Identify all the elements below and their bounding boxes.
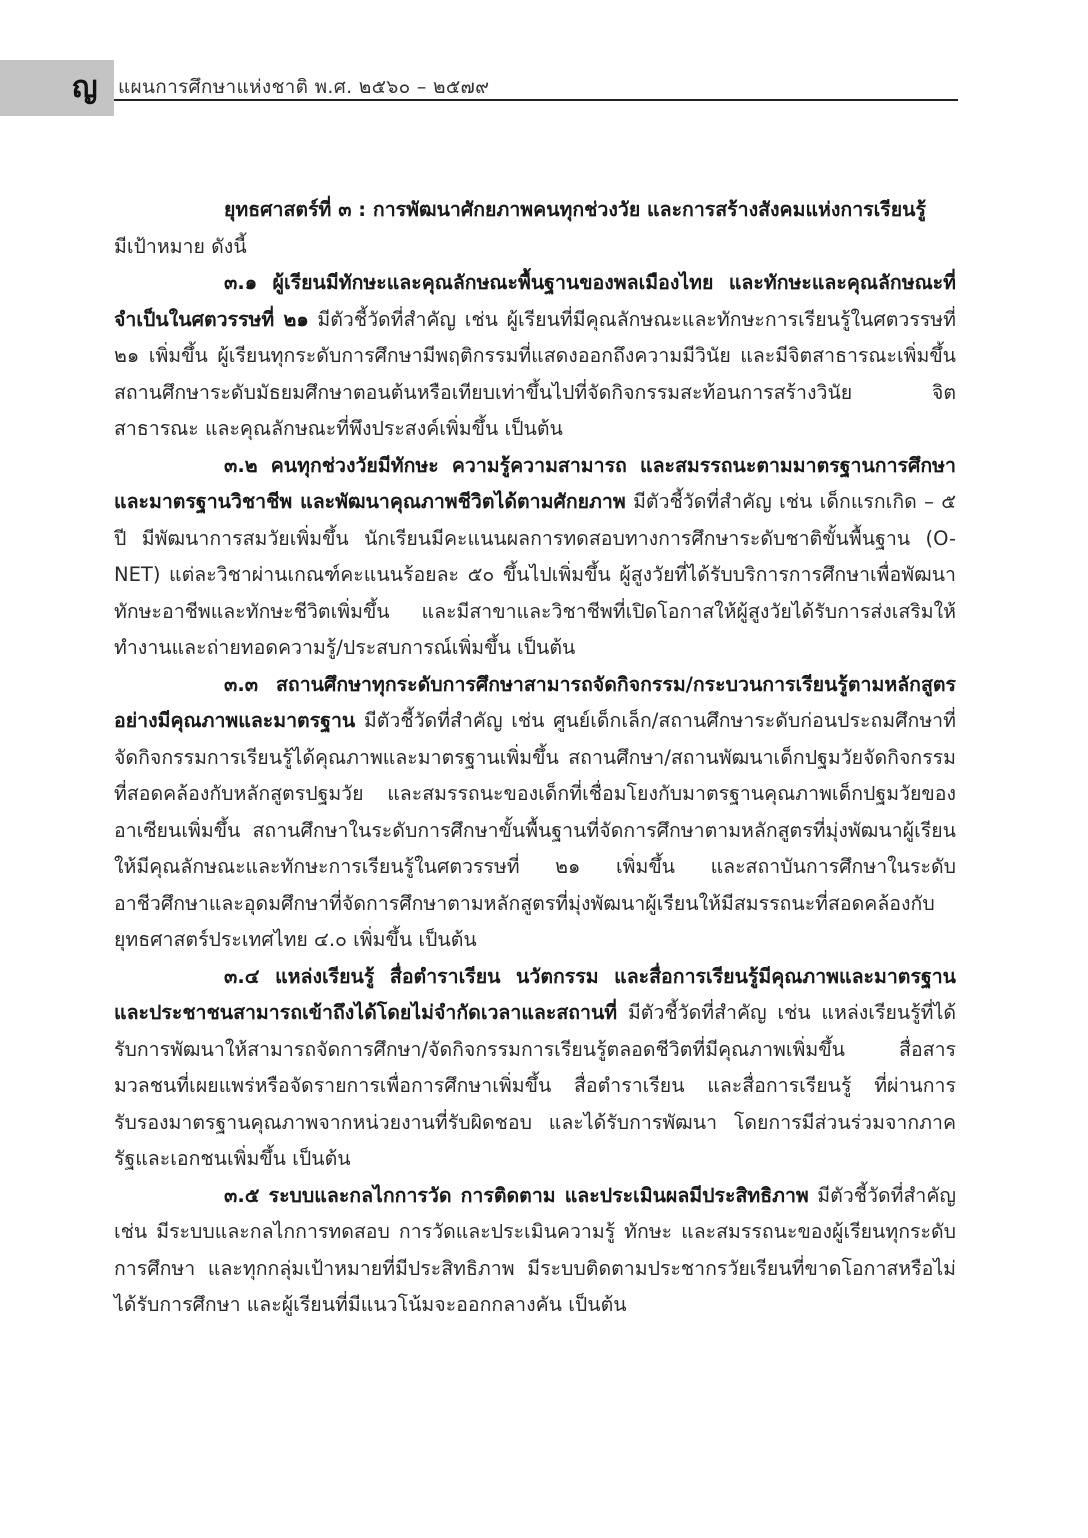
goal-3-3 <box>114 667 956 959</box>
goal-title: ๓.๓ สถานศึกษาทุกระดับการศึกษาสามารถจัดกิจกรรม/กระบวนการเรียนรู้ตามหลักสูตรอย่างมีคุณภาพและมาตรฐาน <box>114 672 956 732</box>
header-divider <box>114 99 958 101</box>
strategy-intro: มีเป้าหมาย ดังนี้ <box>114 234 247 258</box>
goal-3-5 <box>114 1178 956 1324</box>
strategy-title: ยุทธศาสตร์ที่ ๓ : การพัฒนาศักยภาพคนทุกช่วงวัย และการสร้างสังคมแห่งการเรียนรู้ <box>224 198 926 221</box>
goal-body: มีตัวชี้วัดที่สำคัญ เช่น เด็กแรกเกิด – ๕ ปี มีพัฒนาการสมวัยเพิ่มขึ้น นักเรียนมีคะแนนผลการทดสอบทางการศึกษาระดับชาติขั้นพื้นฐาน (O-NET) แต่ละวิชาผ่านเกณฑ์คะแนนร้อยละ ๕๐ ขึ้นไปเพิ่มขึ้น ผู้สูงวัยที่ได้รับบริการการศึกษาเพื่อพัฒนาทักษะอาชีพและทักษะชีวิตเพิ่มขึ้น และมีสาขาและวิชาชีพที่เปิดโอกาสให้ผู้สูงวัยได้รับการส่งเสริมให้ทำงานและถ่ายทอดความรู้/ประสบการณ์เพิ่มขึ้น เป็นต้น <box>114 490 957 659</box>
goal-3-4 <box>114 959 956 1178</box>
running-header: แผนการศึกษาแห่งชาติ พ.ศ. ๒๕๖๐ – ๒๕๗๙ <box>118 76 490 98</box>
page-content <box>114 192 956 1324</box>
goal-body: มีตัวชี้วัดที่สำคัญ เช่น แหล่งเรียนรู้ที่ได้รับการพัฒนาให้สามารถจัดการศึกษา/จัดกิจกรรมการเรียนรู้ตลอดชีวิตที่มีคุณภาพเพิ่มขึ้น สื่อสารมวลชนที่เผยแพร่หรือจัดรายการเพื่อการศึกษาเพิ่มขึ้น สื่อตำราเรียน และสื่อการเรียนรู้ ที่ผ่านการรับรองมาตรฐานคุณภาพจากหน่วยงานที่รับผิดชอบ และได้รับการพัฒนา โดยการมีส่วนร่วมจากภาครัฐและเอกชนเพิ่มขึ้น เป็นต้น <box>114 1001 956 1170</box>
strategy-heading <box>114 192 956 229</box>
goal-3-2 <box>114 448 956 667</box>
goal-title: ๓.๔ แหล่งเรียนรู้ สื่อตำราเรียน นวัตกรรม และสื่อการเรียนรู้มีคุณภาพและมาตรฐาน และประชาชนสามารถเข้าถึงได้โดยไม่จำกัดเวลาและสถานที่ <box>114 964 956 1024</box>
goal-3-1 <box>114 265 956 448</box>
goal-title: ๓.๕ ระบบและกลไกการวัด การติดตาม และประเมินผลมีประสิทธิภาพ <box>224 1183 809 1207</box>
goal-title: ๓.๒ คนทุกช่วงวัยมีทักษะ ความรู้ความสามารถ และสมรรถนะตามมาตรฐานการศึกษาและมาตรฐานวิชาชีพ และพัฒนาคุณภาพชีวิตได้ตามศักยภาพ <box>114 453 956 513</box>
goal-body: มีตัวชี้วัดที่สำคัญ เช่น ศูนย์เด็กเล็ก/สถานศึกษาระดับก่อนประถมศึกษาที่จัดกิจกรรมการเรียนรู้ได้คุณภาพและมาตรฐานเพิ่มขึ้น สถานศึกษา/สถานพัฒนาเด็กปฐมวัยจัดกิจกรรมที่สอดคล้องกับหลักสูตรปฐมวัย และสมรรถนะของเด็กที่เชื่อมโยงกับมาตรฐานคุณภาพเด็กปฐมวัยของอาเซียนเพิ่มขึ้น สถานศึกษาในระดับการศึกษาขั้นพื้นฐานที่จัดการศึกษาตามหลักสูตรที่มุ่งพัฒนาผู้เรียนให้มีคุณลักษณะและทักษะการเรียนรู้ในศตวรรษที่ ๒๑ เพิ่มขึ้น และสถาบันการศึกษาในระดับอาชีวศึกษาและอุดมศึกษาที่จัดการศึกษาตามหลักสูตรที่มุ่งพัฒนาผู้เรียนให้มีสมรรถนะที่สอดคล้องกับยุทธศาสตร์ประเทศไทย ๔.๐ เพิ่มขึ้น เป็นต้น <box>114 709 956 951</box>
goal-body: มีตัวชี้วัดที่สำคัญ เช่น มีระบบและกลไกการทดสอบ การวัดและประเมินความรู้ ทักษะ และสมรรถนะของผู้เรียนทุกระดับการศึกษา และทุกกลุ่มเป้าหมายที่มีประสิทธิภาพ มีระบบติดตามประชากรวัยเรียนที่ขาดโอกาสหรือไม่ได้รับการศึกษา และผู้เรียนที่มีแนวโน้มจะออกกลางคัน เป็นต้น <box>114 1183 956 1316</box>
goal-body: มีตัวชี้วัดที่สำคัญ เช่น ผู้เรียนที่มีคุณลักษณะและทักษะการเรียนรู้ในศตวรรษที่ ๒๑ เพิ่มขึ้น ผู้เรียนทุกระดับการศึกษามีพฤติกรรมที่แสดงออกถึงความมีวินัย และมีจิตสาธารณะเพิ่มขึ้น สถานศึกษาระดับมัธยมศึกษาตอนต้นหรือเทียบเท่าขึ้นไปที่จัดกิจกรรมสะท้อนการสร้างวินัย จิตสาธารณะ และคุณลักษณะที่พึงประสงค์เพิ่มขึ้น เป็นต้น <box>114 307 956 440</box>
goal-title: ๓.๑ ผู้เรียนมีทักษะและคุณลักษณะพื้นฐานของพลเมืองไทย และทักษะและคุณลักษณะที่จำเป็นในศตวรรษที่ ๒๑ <box>114 271 956 331</box>
page-number: ญ <box>72 70 98 105</box>
